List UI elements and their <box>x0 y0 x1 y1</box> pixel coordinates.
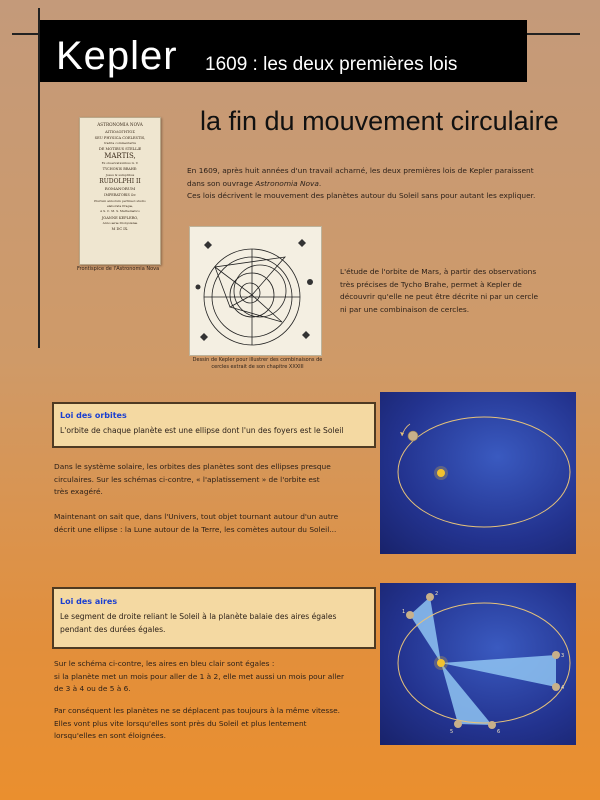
book-line: A S. C. M. S. Mathematico <box>100 209 140 214</box>
orbit-ellipse-drawing <box>380 392 576 554</box>
orbit-areas-panel <box>380 583 576 745</box>
intro-line-3: Ces lois décrivent le mouvement des planètes autour du Soleil sans pour autant les expliquer. <box>187 191 536 200</box>
point-label-5: 5 <box>450 729 454 735</box>
law-orbits-paragraph-2 <box>54 511 384 536</box>
book-line: ASTRONOMIA NOVA <box>97 122 143 127</box>
book-line: ROMANORUM <box>104 186 136 192</box>
mars-line-3: découvrir qu'elle ne peut être décrite ni par un cercle <box>340 292 539 301</box>
book-line: Plurium annorum pertinaci studio <box>94 198 146 203</box>
intro-paragraph <box>187 165 587 203</box>
book-line: DE MOTIBUS STELLÆ <box>98 147 142 151</box>
book-line: tradita commentariis <box>103 140 137 145</box>
law-areas-paragraph-2 <box>54 705 384 743</box>
book-line: Ex observationibus G. V. <box>101 161 139 166</box>
book-line: RUDOLPHI II <box>99 178 141 186</box>
law2-p1-line-2: si la planète met un mois pour aller de 1 à 2, elle met aussi un mois pour aller <box>54 671 344 681</box>
circles-drawing <box>190 227 321 355</box>
law1-p1-line-2: circulaires. Sur les schémas ci-contre, « l'aplatissement » de l'orbite est <box>54 474 320 484</box>
point-label-1: 1 <box>402 609 406 615</box>
book-caption: Frontispice de l'Astronomia Nova <box>77 266 160 272</box>
mars-line-4: ni par une combinaison de cercles. <box>340 304 470 314</box>
intro-book-title: Astronomia Nova <box>255 178 319 188</box>
book-line: M DC IX. <box>111 227 129 232</box>
book-line: AITIOΛOΓHTOΣ <box>105 129 135 134</box>
area-sector-5-6 <box>441 663 492 725</box>
page-subtitle: 1609 : les deux premières lois <box>205 54 458 75</box>
book-line: Jussu & sumptibus <box>105 172 135 177</box>
point-label-3: 3 <box>561 653 565 659</box>
book-line: Anno æræ Dionysianæ <box>102 220 138 225</box>
law-orbits-box <box>52 402 376 448</box>
law2-p2-line-2: Elles vont plus vite lorsqu'elles sont près du Soleil et plus lentement <box>54 718 307 728</box>
book-line: SEU PHYSICA COELESTIS, <box>94 135 146 140</box>
left-rule <box>38 8 40 348</box>
book-line: IMPERATORIS &c <box>104 192 136 197</box>
intro-line-2 <box>187 178 587 191</box>
law-areas-box <box>52 587 376 649</box>
intro-line-2-suffix: . <box>318 178 322 188</box>
area-sector-1-2 <box>410 597 441 663</box>
law-areas-title: Loi des aires <box>60 597 118 606</box>
area-sector-3-4 <box>441 655 556 687</box>
law2-p1-line-3: de 3 à 4 ou de 5 à 6. <box>54 684 131 693</box>
law-orbits-statement: L'orbite de chaque planète est une ellipse dont l'un des foyers est le Soleil <box>60 426 344 435</box>
law1-p1-line-3: très exagéré. <box>54 487 103 496</box>
book-frontispiece-image <box>79 117 161 265</box>
law-orbits-title: Loi des orbites <box>60 411 127 420</box>
book-line: elaborata Pragæ, <box>106 204 134 209</box>
intro-line-1: En 1609, après huit années d'un travail acharné, les deux premières lois de Kepler paraissent <box>187 166 534 175</box>
book-text <box>80 118 160 236</box>
intro-line-2-prefix: dans son ouvrage <box>187 178 256 188</box>
kepler-circles-diagram <box>189 226 322 356</box>
law1-p2-line-1: Maintenant on sait que, dans l'Univers, tout objet tournant autour d'un autre <box>54 512 339 521</box>
law2-p2-line-3: lorsqu'elles en sont éloignées. <box>54 731 166 740</box>
page-title: Kepler <box>56 34 178 78</box>
mars-paragraph <box>340 266 590 316</box>
orbit-areas-drawing <box>380 583 576 745</box>
section-headline: la fin du mouvement circulaire <box>200 106 559 136</box>
point-label-2: 2 <box>435 591 439 597</box>
book-line: JOANNE KEPLERO, <box>101 215 139 220</box>
law2-p1-line-1: Sur le schéma ci-contre, les aires en bleu clair sont égales : <box>54 659 275 668</box>
mars-line-1: L'étude de l'orbite de Mars, à partir des observations <box>340 267 537 276</box>
law1-p1-line-1: Dans le système solaire, les orbites des planètes sont des ellipses presque <box>54 462 331 471</box>
orbit-ellipse-panel <box>380 392 576 554</box>
law-areas-paragraph-1 <box>54 658 384 696</box>
diagram-caption: Dessin de Kepler pour illustrer des combinaisons de cercles extrait de son chapitre XXXIII <box>192 357 323 370</box>
law-areas-statement-1: Le segment de droite reliant le Soleil à la planète balaie des aires égales <box>60 612 337 621</box>
point-label-4: 4 <box>561 685 565 691</box>
law2-p2-line-1: Par conséquent les planètes ne se déplacent pas toujours à la même vitesse. <box>54 706 341 715</box>
book-line: MARTIS, <box>104 152 136 160</box>
planet-icon <box>408 431 418 441</box>
law-orbits-paragraph-1 <box>54 461 374 499</box>
point-label-6: 6 <box>497 729 501 735</box>
law1-p2-line-2: décrit une ellipse : la Lune autour de la Terre, les comètes autour du Soleil... <box>54 524 337 534</box>
law-areas-statement-2: pendant des durées égales. <box>60 625 166 634</box>
book-line: TYCHONIS BRAHE: <box>102 166 138 171</box>
mars-line-2: très précises de Tycho Brahe, permet à Kepler de <box>340 279 522 289</box>
